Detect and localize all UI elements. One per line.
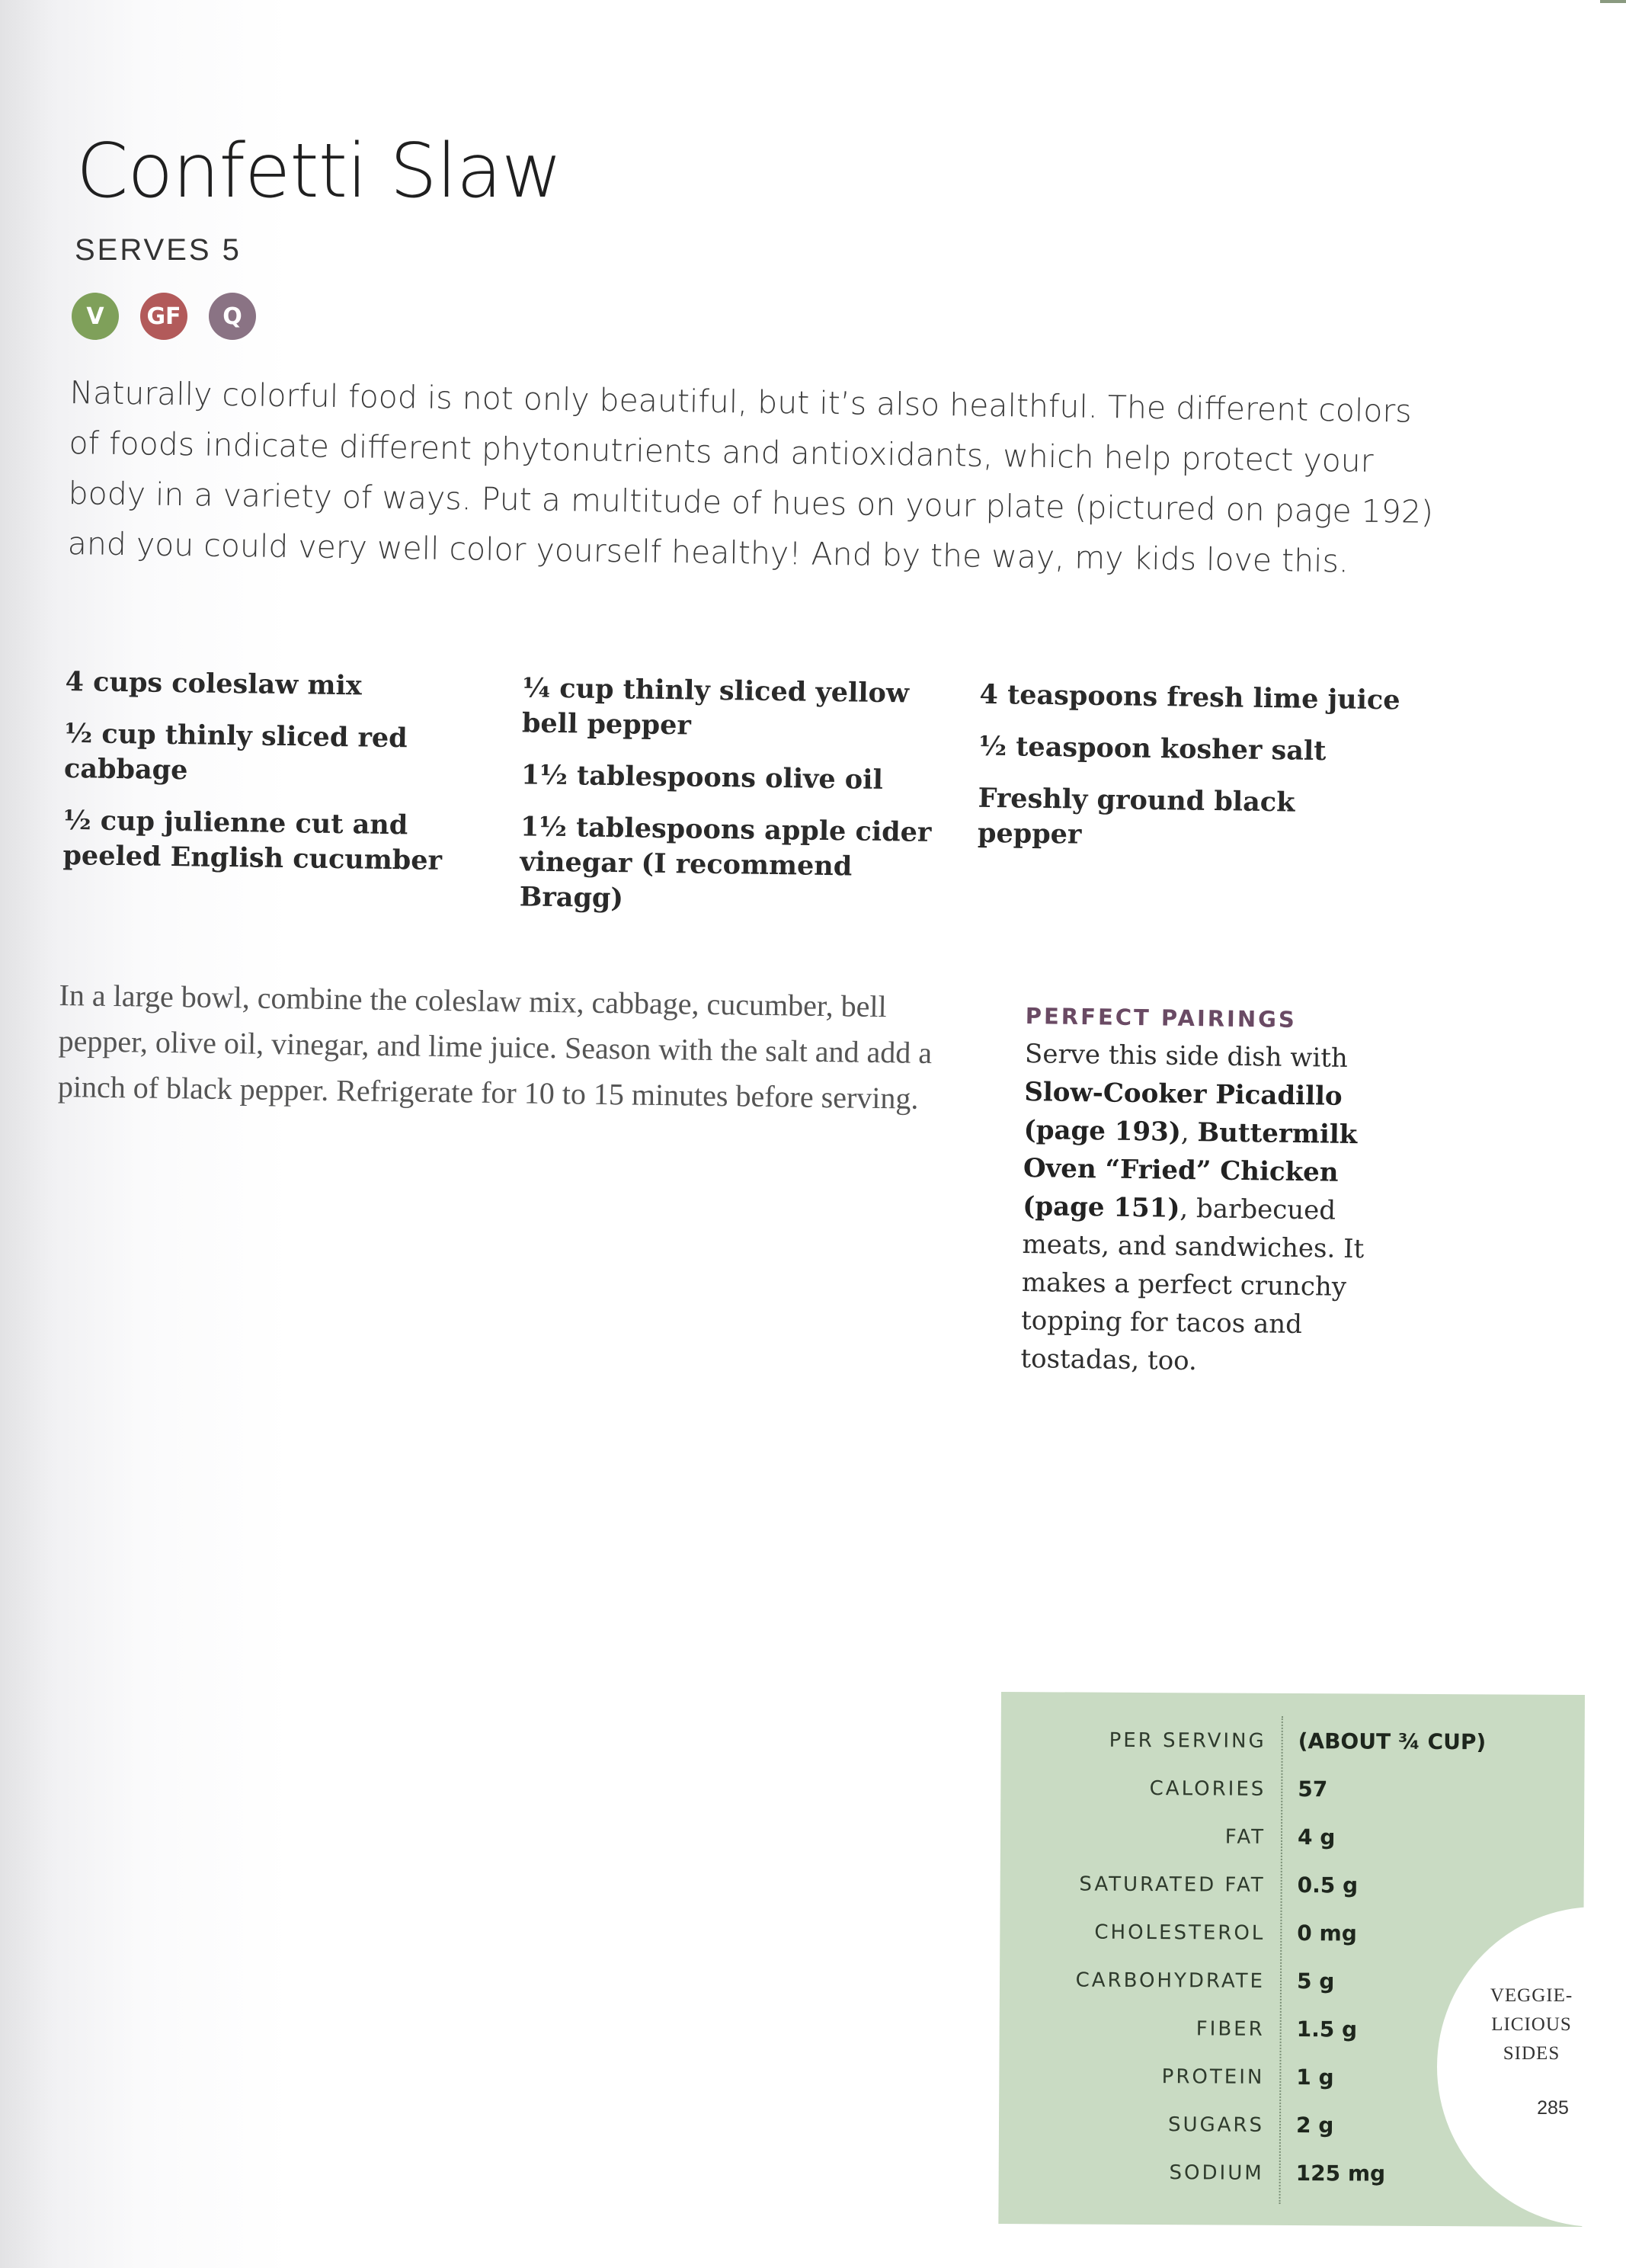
diet-badges [72, 293, 256, 340]
nutrition-value: 2 g [1295, 2113, 1334, 2138]
nutrition-label: SODIUM [1169, 2161, 1264, 2185]
nutrition-label: SUGARS [1167, 2113, 1265, 2137]
page-number: 285 [1537, 2097, 1569, 2119]
pairing-picadillo: Slow-Cooker Picadillo (page 193) [1023, 1076, 1343, 1148]
nutrition-row [1000, 1764, 1584, 1815]
nutrition-row [1000, 1812, 1584, 1863]
nutrition-label: CALORIES [1149, 1777, 1266, 1801]
ingredient-item: 4 teaspoons fresh lime juice [979, 678, 1400, 716]
nutrition-label: FIBER [1195, 2017, 1265, 2041]
nutrition-label: CHOLESTEROL [1094, 1920, 1266, 1945]
nutrition-value: 125 mg [1295, 2161, 1386, 2186]
pairing-chicken: Buttermilk Oven “Fried” Chicken (page 151) [1022, 1117, 1358, 1224]
vegetarian-badge: V [72, 293, 119, 340]
ingredient-item: ½ cup thinly sliced red cabbage [63, 717, 408, 786]
pairings-separator: , [1180, 1116, 1198, 1148]
nutrition-value: 1.5 g [1296, 2017, 1358, 2042]
nutrition-row [1000, 1860, 1584, 1911]
ingredient-item: ½ cup julienne cut and peeled English cucumber [62, 804, 443, 876]
section-label: VEGGIE- LICIOUS SIDES [1490, 1985, 1573, 2064]
ingredients-list [62, 665, 1437, 944]
top-edge-rule [1600, 0, 1626, 3]
perfect-pairings [1020, 1003, 1422, 1383]
ingredients-column-2 [519, 671, 980, 937]
ingredient-item: ½ teaspoon kosher salt [978, 730, 1327, 767]
nutrition-value: 0 mg [1297, 1920, 1357, 1946]
serves-count: SERVES 5 [75, 233, 242, 267]
gluten-free-badge: GF [140, 293, 187, 340]
pairings-rest: , barbecued meats, and sandwiches. It makes a perfect crunchy topping for tacos and tostadas, too. [1020, 1193, 1365, 1377]
nutrition-value: 57 [1298, 1776, 1328, 1802]
pairings-heading: PERFECT PAIRINGS [1025, 1003, 1298, 1033]
quick-badge: Q [209, 293, 256, 340]
ingredient-item: 4 cups coleslaw mix [65, 665, 363, 702]
nutrition-row [1001, 1716, 1585, 1767]
recipe-title: Confetti Slaw [76, 128, 562, 215]
pairings-lead: Serve this side dish with [1024, 1038, 1349, 1074]
recipe-intro: Naturally colorful food is not only beautiful, but it’s also healthful. The different colors of foods indicate different phytonutrients and antioxidants, which help protect your body in a variety of ways. Put a multitude of hues on your plate (pictured on page 192) and you could very well color yourself healthy! And by the way, my kids love this. [67, 373, 1434, 580]
nutrition-label: CARBOHYDRATE [1075, 1968, 1266, 1993]
nutrition-value: 0.5 g [1297, 1872, 1359, 1898]
nutrition-label: SATURATED FAT [1079, 1872, 1266, 1897]
nutrition-value: 1 g [1296, 2065, 1334, 2090]
ingredients-column-3 [976, 678, 1437, 944]
method-instructions: In a large bowl, combine the coleslaw mix, cabbage, cucumber, bell pepper, olive oil, vinegar, and lime juice. Season with the salt and add a pinch of black pepper. Refrigerate for 10 to 15 minutes before serving. [57, 977, 933, 1116]
nutrition-value: 4 g [1297, 1824, 1336, 1850]
nutrition-label: PER SERVING [1109, 1728, 1266, 1753]
ingredient-item: Freshly ground black pepper [977, 782, 1295, 850]
nutrition-value: (ABOUT ¾ CUP) [1298, 1728, 1487, 1755]
ingredients-column-1 [62, 665, 523, 931]
ingredient-item: 1½ tablespoons apple cider vinegar (I recommend Bragg) [519, 811, 932, 915]
nutrition-label: PROTEIN [1161, 2065, 1265, 2089]
nutrition-label: FAT [1224, 1825, 1266, 1849]
pairings-text [1020, 1035, 1421, 1383]
ingredient-item: ¼ cup thinly sliced yellow bell pepper [521, 672, 910, 742]
nutrition-value: 5 g [1296, 1968, 1335, 1994]
ingredient-item: 1½ tablespoons olive oil [520, 759, 884, 796]
